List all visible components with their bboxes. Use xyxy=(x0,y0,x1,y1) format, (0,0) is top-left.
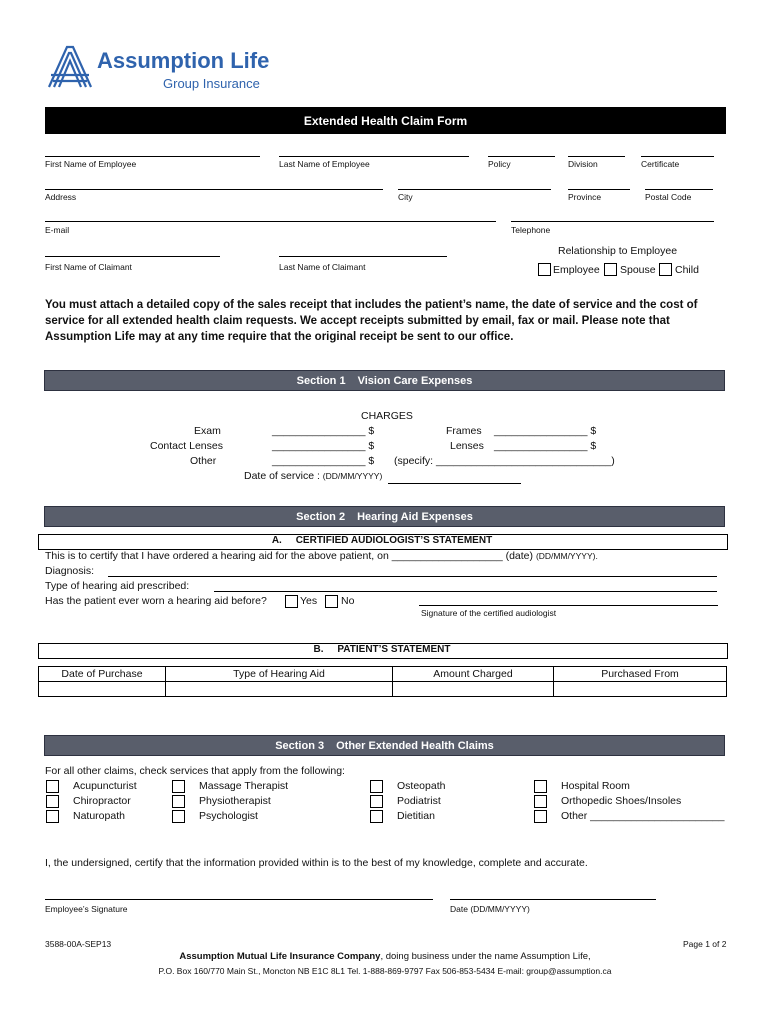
certification-statement: I, the undersigned, certify that the information provided within is to the best of my knowledge, complete and accurate. xyxy=(45,857,588,869)
other-service-field[interactable]: Other _______________________ xyxy=(561,810,725,822)
company-name-rest: , doing business under the name Assumption Life, xyxy=(380,951,591,962)
receipt-notice: You must attach a detailed copy of the sales receipt that includes the patient’s name, the date of service and the cost of service for all extended health claim requests. We accept receipts submitted by email, fax or mail. Please note that Assumption Life may at any time require that the original receipt be sent to our office. xyxy=(45,299,698,343)
date-of-service-field[interactable] xyxy=(388,483,521,484)
certificate-field[interactable] xyxy=(641,156,714,157)
certificate-label: Certificate xyxy=(641,159,680,169)
dietitian-checkbox[interactable] xyxy=(370,810,383,823)
worn-yes-checkbox[interactable] xyxy=(285,595,298,608)
section3-header xyxy=(45,736,724,755)
dietitian-label: Dietitian xyxy=(397,810,435,822)
massage-therapist-checkbox[interactable] xyxy=(172,780,185,793)
province-field[interactable] xyxy=(568,189,630,190)
first-name-employee-field[interactable] xyxy=(45,156,260,157)
physiotherapist-checkbox[interactable] xyxy=(172,795,185,808)
signature-date-label: Date (DD/MM/YYYY) xyxy=(450,904,530,914)
naturopath-label: Naturopath xyxy=(73,810,125,822)
city-label: City xyxy=(398,192,413,202)
type-prescribed-label: Type of hearing aid prescribed: xyxy=(45,580,190,592)
audiologist-signature-label: Signature of the certified audiologist xyxy=(421,608,557,618)
date-of-purchase-cell[interactable] xyxy=(39,682,166,697)
acupuncturist-checkbox[interactable] xyxy=(46,780,59,793)
worn-no-checkbox[interactable] xyxy=(325,595,338,608)
company-logo xyxy=(45,45,270,95)
section2-header xyxy=(45,507,724,526)
first-name-claimant-field[interactable] xyxy=(45,256,220,257)
chiropractor-label: Chiropractor xyxy=(73,795,131,807)
division-field[interactable] xyxy=(568,156,625,157)
chiropractor-checkbox[interactable] xyxy=(46,795,59,808)
spouse-option-label: Spouse xyxy=(620,264,656,276)
worn-yes-label: Yes xyxy=(300,595,318,607)
other-specify-field[interactable]: (specify: ______________________________) xyxy=(394,455,615,467)
acupuncturist-label: Acupuncturist xyxy=(73,780,137,792)
psychologist-checkbox[interactable] xyxy=(172,810,185,823)
employee-option-label: Employee xyxy=(553,264,600,276)
policy-field[interactable] xyxy=(488,156,555,157)
form-code: 3588-00A-SEP13 xyxy=(45,939,112,949)
col-date-of-purchase: Date of Purchase xyxy=(39,667,166,682)
type-prescribed-field[interactable] xyxy=(214,591,717,592)
contact-lenses-label: Contact Lenses xyxy=(150,440,223,452)
audiologist-signature-field[interactable] xyxy=(419,605,718,606)
child-option-label: Child xyxy=(675,264,699,276)
address-label: Address xyxy=(45,192,77,202)
page-number: Page 1 of 2 xyxy=(683,939,727,949)
hospital-room-checkbox[interactable] xyxy=(534,780,547,793)
company-name: Assumption Mutual Life Insurance Company xyxy=(179,951,381,962)
last-name-employee-label: Last Name of Employee xyxy=(279,159,370,169)
diagnosis-field[interactable] xyxy=(108,576,717,577)
first-name-claimant-label: First Name of Claimant xyxy=(45,262,132,272)
type-of-hearing-aid-cell[interactable] xyxy=(166,682,393,697)
other-label: Other xyxy=(190,455,217,467)
address-field[interactable] xyxy=(45,189,383,190)
purchase-table xyxy=(38,666,727,697)
section1-header xyxy=(45,371,724,390)
worn-no-label: No xyxy=(341,595,355,607)
company-address: P.O. Box 160/770 Main St., Moncton NB E1C 8L1 Tel. 1-888-869-9797 Fax 506-853-5434 E-mail: group@assumption.ca xyxy=(158,966,612,976)
date-of-service-format: (DD/MM/YYYY) xyxy=(322,471,383,481)
form-title: Extended Health Claim Form xyxy=(45,107,726,134)
employee-signature-field[interactable] xyxy=(45,899,433,900)
province-label: Province xyxy=(568,192,602,202)
employee-signature-label: Employee’s Signature xyxy=(45,904,128,914)
logo-subtitle: Group Insurance xyxy=(163,76,260,91)
policy-label: Policy xyxy=(488,159,511,169)
hospital-room-label: Hospital Room xyxy=(561,780,630,792)
certify-statement xyxy=(45,550,598,562)
section1-number: Section 1 xyxy=(296,374,346,387)
frames-label: Frames xyxy=(446,425,482,437)
purchased-from-cell[interactable] xyxy=(554,682,727,697)
orthopedic-shoes-label: Orthopedic Shoes/Insoles xyxy=(561,795,682,807)
psychologist-label: Psychologist xyxy=(199,810,258,822)
physiotherapist-label: Physiotherapist xyxy=(199,795,271,807)
division-label: Division xyxy=(568,159,598,169)
exam-amount-field[interactable]: ________________ $ xyxy=(272,425,375,437)
section2-number: Section 2 xyxy=(296,510,346,523)
audiologist-statement-title: A. CERTIFIED AUDIOLOGIST’S STATEMENT xyxy=(271,535,493,546)
section2-title: Hearing Aid Expenses xyxy=(357,510,473,523)
employee-checkbox[interactable] xyxy=(538,263,551,276)
osteopath-label: Osteopath xyxy=(397,780,446,792)
massage-therapist-label: Massage Therapist xyxy=(199,780,289,792)
exam-label: Exam xyxy=(194,425,221,437)
amount-charged-cell[interactable] xyxy=(393,682,554,697)
podiatrist-label: Podiatrist xyxy=(397,795,441,807)
relationship-title: Relationship to Employee xyxy=(558,245,678,257)
signature-date-field[interactable] xyxy=(450,899,656,900)
certify-text: This is to certify that I have ordered a hearing aid for the above patient, on ___________________ (date) xyxy=(45,550,534,562)
section3-number: Section 3 xyxy=(275,739,325,752)
col-type-of-hearing-aid: Type of Hearing Aid xyxy=(166,667,393,682)
child-checkbox[interactable] xyxy=(659,263,672,276)
other-service-checkbox[interactable] xyxy=(534,810,547,823)
postal-code-field[interactable] xyxy=(645,189,713,190)
section3-title: Other Extended Health Claims xyxy=(336,739,494,752)
lenses-amount-field[interactable]: ________________ $ xyxy=(494,440,597,452)
diagnosis-label: Diagnosis: xyxy=(45,565,95,577)
spouse-checkbox[interactable] xyxy=(604,263,617,276)
telephone-label: Telephone xyxy=(511,225,551,235)
last-name-employee-field[interactable] xyxy=(279,156,469,157)
charges-label: CHARGES xyxy=(361,410,413,422)
last-name-claimant-label: Last Name of Claimant xyxy=(279,262,366,272)
email-field[interactable] xyxy=(45,221,496,222)
frames-amount-field[interactable]: ________________ $ xyxy=(494,425,597,437)
contact-lenses-amount-field[interactable]: ________________ $ xyxy=(272,440,375,452)
company-line xyxy=(0,951,770,962)
osteopath-checkbox[interactable] xyxy=(370,780,383,793)
city-field[interactable] xyxy=(398,189,551,190)
table-row xyxy=(39,682,727,697)
email-label: E-mail xyxy=(45,225,70,235)
date-of-service-text: Date of service : xyxy=(244,470,320,482)
orthopedic-shoes-checkbox[interactable] xyxy=(534,795,547,808)
logo-name: Assumption Life xyxy=(97,48,270,73)
other-amount-field[interactable]: ________________ $ xyxy=(272,455,375,467)
section3-intro: For all other claims, check services that apply from the following: xyxy=(45,765,345,777)
section1-title: Vision Care Expenses xyxy=(357,374,473,387)
certify-date-format: (DD/MM/YYYY). xyxy=(535,551,598,561)
patient-statement-title: B. PATIENT’S STATEMENT xyxy=(313,644,451,655)
last-name-claimant-field[interactable] xyxy=(279,256,447,257)
col-amount-charged: Amount Charged xyxy=(393,667,554,682)
table-header-row xyxy=(39,667,727,682)
naturopath-checkbox[interactable] xyxy=(46,810,59,823)
date-of-service-label xyxy=(244,470,382,482)
telephone-field[interactable] xyxy=(511,221,714,222)
podiatrist-checkbox[interactable] xyxy=(370,795,383,808)
logo-mark-icon xyxy=(45,45,95,89)
worn-before-label: Has the patient ever worn a hearing aid before? xyxy=(45,595,267,607)
first-name-employee-label: First Name of Employee xyxy=(45,159,137,169)
postal-code-label: Postal Code xyxy=(645,192,692,202)
col-purchased-from: Purchased From xyxy=(554,667,727,682)
lenses-label: Lenses xyxy=(450,440,484,452)
